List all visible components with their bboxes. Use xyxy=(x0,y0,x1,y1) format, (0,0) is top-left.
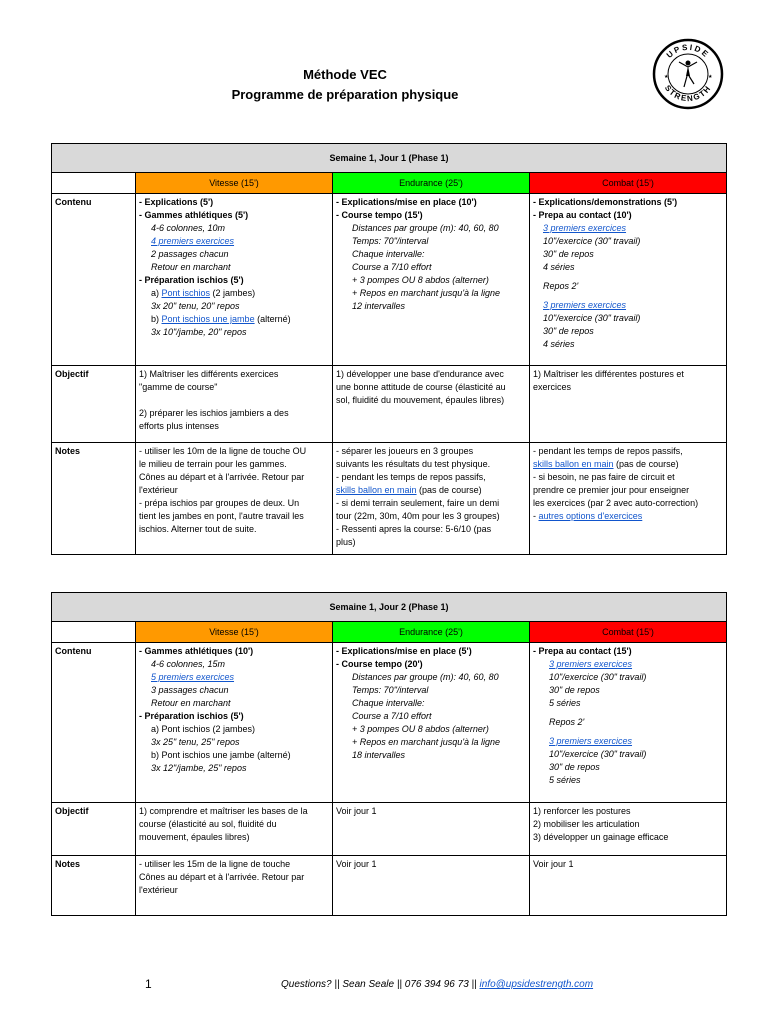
column-combat: Combat (15') xyxy=(530,173,727,194)
column-vitesse: Vitesse (15') xyxy=(136,622,333,643)
page-number: 1 xyxy=(145,977,152,991)
week1-day1-table xyxy=(51,143,727,555)
svg-text:★: ★ xyxy=(664,74,669,80)
link-3-premiers-exercices[interactable]: 3 premiers exercices xyxy=(549,659,633,669)
contenu-combat-cell: - Prepa au contact (15') 3 premiers exercices 10"/exercice (30" travail) 30" de repos 5 séries Repos 2' 3 premiers exercices 10"/exercice (30" travail) 30" de repos 5 séries xyxy=(530,643,727,803)
notes-vitesse-cell: - utiliser les 10m de la ligne de touche OU le milieu de terrain pour les gammes. Cônes au départ et à l'arrivée. Retour par l'extérieur - prépa ischios par groupes de deux. Un tient les jambes en pont, l'autre travail les ischios. Alterner tout de suite. xyxy=(136,443,333,555)
objectif-vitesse-cell: 1) comprendre et maîtriser les bases de la course (élasticité au sol, fluidité du mouvement, épaules libres) xyxy=(136,803,333,856)
column-vitesse: Vitesse (15') xyxy=(136,173,333,194)
row-label-objectif: Objectif xyxy=(52,366,136,443)
link-3-premiers-exercices-2[interactable]: 3 premiers exercices xyxy=(543,300,627,310)
contenu-vitesse-cell: - Gammes athlétiques (10') 4-6 colonnes, 15m 5 premiers exercices 3 passages chacun Retour en marchant - Préparation ischios (5') a) Pont ischios (2 jambes) 3x 25" tenu, 25" repos b) Pont ischios une jambe (alterné) 3x 12"/jambe, 25" repos xyxy=(136,643,333,803)
contenu-combat-cell: - Explications/demonstrations (5') - Prepa au contact (10') 3 premiers exercices 10"/exercice (30" travail) 30" de repos 4 séries Repos 2' 3 premiers exercices 10"/exercice (30" travail) 30" de repos 4 séries xyxy=(530,194,727,366)
row-label-contenu: Contenu xyxy=(52,643,136,803)
link-skills-ballon-en-main-2[interactable]: skills ballon en main xyxy=(533,459,614,469)
corner-cell xyxy=(52,173,136,194)
corner-cell xyxy=(52,622,136,643)
notes-endurance-cell: Voir jour 1 xyxy=(333,856,530,916)
table-header: Semaine 1, Jour 1 (Phase 1) xyxy=(52,144,727,173)
objectif-combat-cell: 1) renforcer les postures 2) mobiliser les articulation 3) développer un gainage efficace xyxy=(530,803,727,856)
notes-vitesse-cell: - utiliser les 15m de la ligne de touche Cônes au départ et à l'arrivée. Retour par l'extérieur xyxy=(136,856,333,916)
link-autres-options-exercices[interactable]: autres options d'exercices xyxy=(538,511,643,521)
table-header: Semaine 1, Jour 2 (Phase 1) xyxy=(52,593,727,622)
objectif-endurance-cell: Voir jour 1 xyxy=(333,803,530,856)
upside-strength-logo xyxy=(652,38,724,110)
svg-text:STRENGTH: STRENGTH xyxy=(662,83,714,104)
contenu-vitesse-cell: - Explications (5') - Gammes athlétiques (5') 4-6 colonnes, 10m 4 premiers exercices 2 passages chacun Retour en marchant - Préparation ischios (5') a) Pont ischios (2 jambes) 3x 20" tenu, 20" repos b) Pont ischios une jambe (alterné) 3x 10"/jambe, 20" repos xyxy=(136,194,333,366)
row-label-notes: Notes xyxy=(52,443,136,555)
column-endurance: Endurance (25') xyxy=(333,173,530,194)
contenu-endurance-cell: - Explications/mise en place (5') - Course tempo (20') Distances par groupe (m): 40, 60, 80 Temps: 70"/interval Chaque intervalle: Course a 7/10 effort + 3 pompes OU 8 abdos (alterner) + Repos en marchant jusqu'à la ligne 18 intervalles xyxy=(333,643,530,803)
objectif-endurance-cell: 1) développer une base d'endurance avec une bonne attitude de course (élasticité au sol, fluidité du mouvement, épaules libres) xyxy=(333,366,530,443)
notes-combat-cell: - pendant les temps de repos passifs, skills ballon en main (pas de course) - si besoin, ne pas faire de circuit et prendre ce premier jour pour enseigner les exercices (par 2 avec auto-correction) - autres options d'exercices xyxy=(530,443,727,555)
link-3-premiers-exercices-2[interactable]: 3 premiers exercices xyxy=(549,736,633,746)
link-pont-ischios-une-jambe[interactable]: Pont ischios une jambe xyxy=(161,314,255,324)
column-combat: Combat (15') xyxy=(530,622,727,643)
link-3-premiers-exercices[interactable]: 3 premiers exercices xyxy=(543,223,627,233)
objectif-combat-cell: 1) Maîtriser les différentes postures et exercices xyxy=(530,366,727,443)
link-4-premiers-exercices[interactable]: 4 premiers exercices xyxy=(151,236,235,246)
row-label-notes: Notes xyxy=(52,856,136,916)
svg-text:UPSIDE: UPSIDE xyxy=(664,42,712,60)
row-label-contenu: Contenu xyxy=(52,194,136,366)
document-subtitle: Programme de préparation physique xyxy=(231,87,459,102)
dancer-icon xyxy=(679,61,697,88)
notes-endurance-cell: - séparer les joueurs en 3 groupes suivants les résultats du test physique. - pendant les temps de repos passifs, skills ballon en main (pas de course) - si demi terrain seulement, faire un demi tour (22m, 30m, 40m pour les 3 groupes) - Ressenti apres la course: 5-6/10 (pas plus) xyxy=(333,443,530,555)
objectif-vitesse-cell: 1) Maîtriser les différents exercices "gamme de course" 2) préparer les ischios jambiers a des efforts plus intenses xyxy=(136,366,333,443)
footer-contact: Questions? || Sean Seale || 076 394 96 73 || info@upsidestrength.com xyxy=(281,979,594,990)
contenu-endurance-cell: - Explications/mise en place (10') - Course tempo (15') Distances par groupe (m): 40, 60, 80 Temps: 70"/interval Chaque intervalle: Course a 7/10 effort + 3 pompes OU 8 abdos (alterner) + Repos en marchant jusqu'à la ligne 12 intervalles xyxy=(333,194,530,366)
link-pont-ischios[interactable]: Pont ischios xyxy=(161,288,211,298)
notes-combat-cell: Voir jour 1 xyxy=(530,856,727,916)
row-label-objectif: Objectif xyxy=(52,803,136,856)
email-link[interactable]: info@upsidestrength.com xyxy=(479,979,594,990)
week1-day2-table xyxy=(51,592,727,916)
column-endurance: Endurance (25') xyxy=(333,622,530,643)
document-title: Méthode VEC xyxy=(303,67,387,82)
link-skills-ballon-en-main[interactable]: skills ballon en main xyxy=(336,485,417,495)
link-5-premiers-exercices[interactable]: 5 premiers exercices xyxy=(151,672,235,682)
svg-text:★: ★ xyxy=(708,74,713,80)
